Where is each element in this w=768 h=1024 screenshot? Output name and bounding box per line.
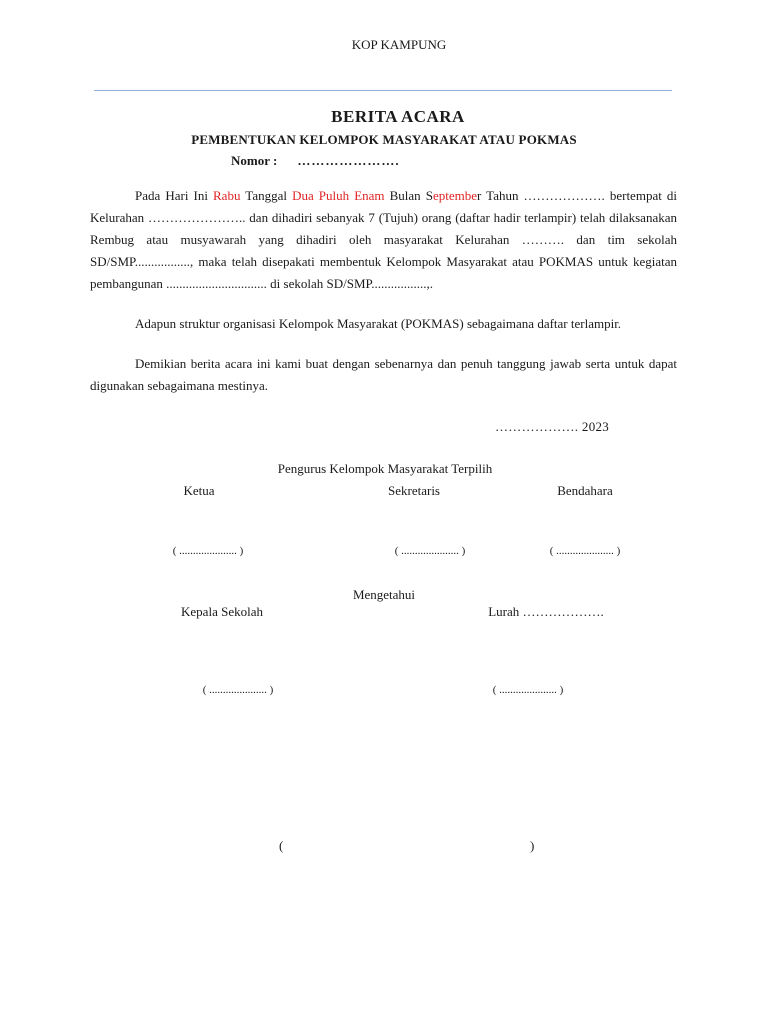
p1-text-4: r Tahun ………………. bertempat di Kelurahan ………………….. dan dihadiri sebanyak 7 (Tujuh) orang (daftar hadir terlampir) telah dilaksanakan Rembug atau musyawarah yang dihadiri oleh masyarakat Kelurahan ………. dan tim sekolah SD/SMP................., maka telah disepakati membentuk Kelompok Masyarakat atau POKMAS untuk kegiatan pembangunan ............................... di sekolah SD/SMP.................,.	[90, 188, 678, 291]
nomor-label: Nomor :	[231, 153, 278, 168]
role-sekretaris: Sekretaris	[388, 483, 440, 498]
nomor-value: ………………….	[297, 153, 400, 168]
header-divider	[94, 90, 672, 91]
paragraph-opening	[90, 185, 677, 295]
bottom-signature-open-paren: (	[279, 838, 284, 853]
role-lurah: Lurah ……………….	[488, 604, 604, 619]
p3-text: Demikian berita acara ini kami buat dengan sebenarnya dan penuh tanggung jawab serta untuk dapat digunakan sebagaimana mestinya.	[90, 356, 677, 393]
paragraph-structure	[90, 313, 677, 335]
signature-kepala-sekolah: ( ..................... )	[202, 684, 274, 696]
signature-sekretaris: ( ..................... )	[394, 545, 466, 557]
signature-bendahara: ( ..................... )	[549, 545, 621, 557]
p1-text-1: Pada Hari Ini	[135, 188, 214, 203]
signature-lurah: ( ..................... )	[492, 684, 564, 696]
p2-text: Adapun struktur organisasi Kelompok Masyarakat (POKMAS) sebagaimana daftar terlampir.	[135, 316, 622, 331]
kop-kampung-header: KOP KAMPUNG	[351, 37, 447, 52]
p1-date: Dua Puluh Enam	[292, 188, 385, 203]
mengetahui-heading: Mengetahui	[352, 587, 416, 602]
nomor-line	[231, 153, 400, 169]
document-subtitle: PEMBENTUKAN KELOMPOK MASYARAKAT ATAU POKMAS	[191, 132, 577, 147]
p1-day: Rabu	[213, 188, 241, 203]
role-ketua: Ketua	[183, 483, 215, 498]
date-line: ………………. 2023	[495, 419, 610, 434]
p1-text-3: Bulan S	[384, 188, 433, 203]
signature-ketua: ( ..................... )	[172, 545, 244, 557]
paragraph-closing	[90, 353, 677, 397]
pengurus-heading: Pengurus Kelompok Masyarakat Terpilih	[277, 461, 493, 476]
p1-month-highlight: eptembe	[432, 188, 477, 203]
bottom-signature-close-paren: )	[530, 838, 535, 853]
document-title: BERITA ACARA	[331, 107, 465, 126]
p1-text-2: Tanggal	[240, 188, 293, 203]
role-bendahara: Bendahara	[557, 483, 613, 498]
role-kepala-sekolah: Kepala Sekolah	[181, 604, 263, 619]
